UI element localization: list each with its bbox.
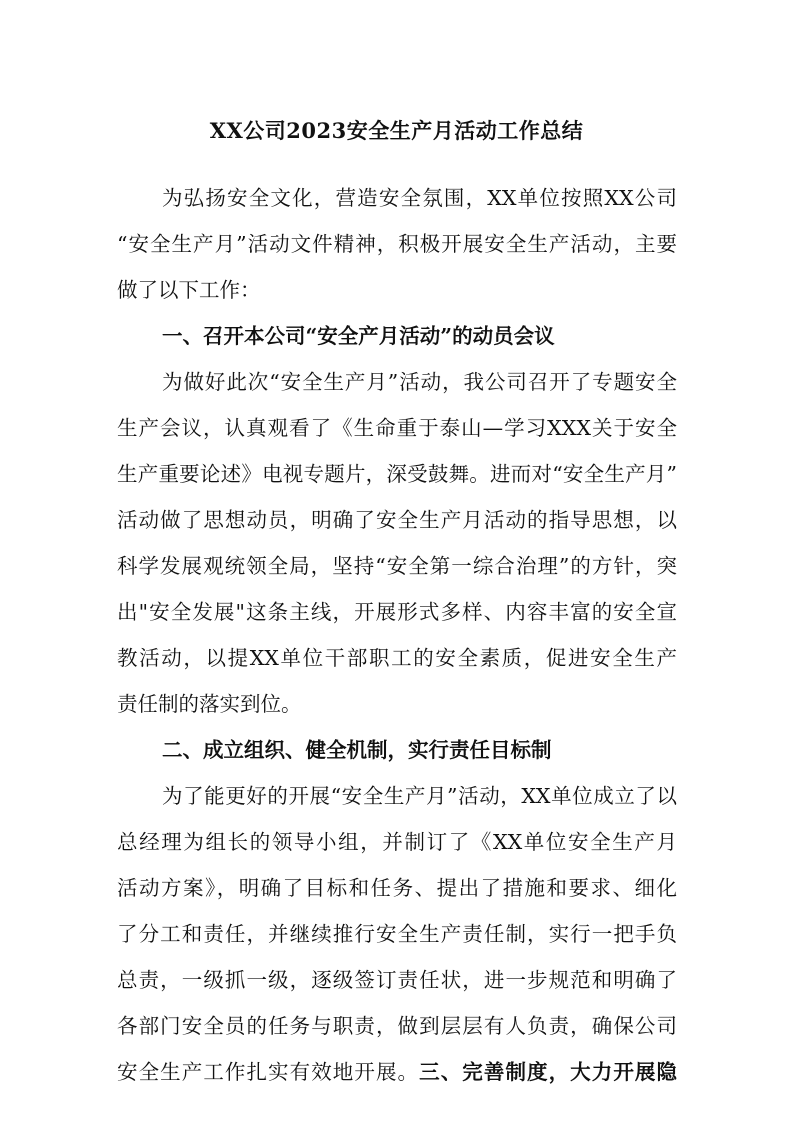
section-1-line-4: 活动做了思想动员，明确了安全生产月活动的指导思想，以 [117, 508, 677, 532]
section-1-line-7: 教活动，以提XX单位干部职工的安全素质，促进安全生产 [117, 646, 677, 670]
section-2-line-6: 各部门安全员的任务与职责，做到层层有人负责，确保公司 [117, 1014, 677, 1038]
section-2-line-2: 总经理为组长的领导小组，并制订了《XX单位安全生产月 [117, 830, 677, 854]
section-1-line-1: 为做好此次“安全生产月”活动，我公司召开了专题安全 [162, 370, 677, 394]
section-2-line-7 [117, 1057, 677, 1087]
section-1-line-2: 生产会议，认真观看了《生命重于泰山—学习XXX关于安全 [117, 416, 677, 440]
intro-line-1: 为弘扬安全文化，营造安全氛围，XX单位按照XX公司 [162, 186, 677, 210]
section-2-line-5: 总责，一级抓一级，逐级签订责任状，进一步规范和明确了 [117, 968, 677, 992]
intro-line-3: 做了以下工作： [117, 278, 261, 302]
section-2-heading: 二、成立组织、健全机制，实行责任目标制 [162, 738, 552, 762]
section-1-heading: 一、召开本公司“安全产月活动”的动员会议 [162, 324, 555, 348]
intro-line-2: “安全生产月”活动文件精神，积极开展安全生产活动，主要 [117, 232, 677, 256]
section-2-line-4: 了分工和责任，并继续推行安全生产责任制，实行一把手负 [117, 922, 677, 946]
section-2-line-1: 为了能更好的开展“安全生产月”活动，XX单位成立了以 [162, 784, 677, 808]
section-1-line-8: 责任制的落实到位。 [117, 692, 302, 716]
section-1-line-6: 出"安全发展"这条主线，开展形式多样、内容丰富的安全宣 [117, 600, 677, 624]
section-1-line-3: 生产重要论述》电视专题片，深受鼓舞。进而对“安全生产月” [117, 462, 677, 486]
document-title: XX公司2023安全生产月活动工作总结 [209, 118, 584, 143]
section-3-heading-start: 三、完善制度，大力开展隐 [419, 1060, 678, 1084]
section-2-line-3: 活动方案》，明确了目标和任务、提出了措施和要求、细化 [117, 876, 677, 900]
section-2-last-text: 安全生产工作扎实有效地开展。 [117, 1060, 420, 1084]
section-1-line-5: 科学发展观统领全局，坚持“安全第一综合治理”的方针，突 [117, 554, 677, 578]
